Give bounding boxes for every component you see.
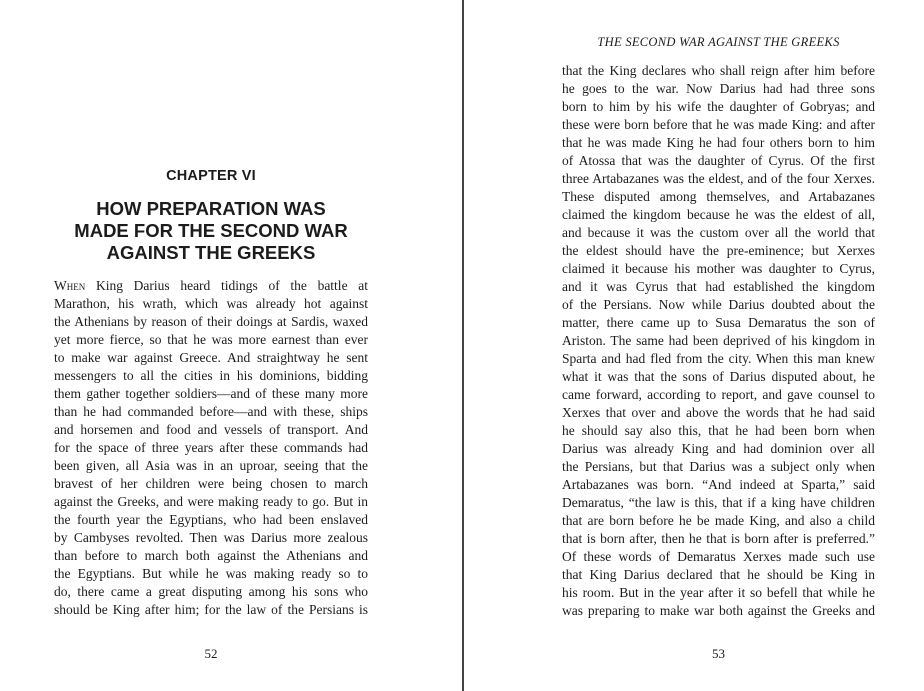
text-line: messengers to all the cities in his dominions, bidding [54,368,368,383]
text-line: for the space of three years after these commands had [54,440,368,455]
chapter-title-line: MADE FOR THE SECOND WAR [74,220,348,241]
text-line: his room. But in the year after it so befell that while he [562,585,875,600]
text-line: should be King after him; for the law of the Persians is [54,602,368,617]
text-line: by Cambyses revolted. Then was Darius more zealous [54,530,368,545]
text-line: came forward, according to report, and gave counsel to [562,387,875,402]
text-line: three Artabazanes was the eldest, and of the four Xerxes. [562,171,875,186]
text-line: Sparta and had fled from the city. When this man knew [562,351,875,366]
text-line: Demaratus, “the law is this, that if a king have children [562,495,875,510]
text-line: the fourth year the Egyptians, who had been enslaved [54,512,368,527]
text-line: than he had commanded before—and with these, ships [54,404,368,419]
text-line: these were born before that he was made King: and after [562,117,875,132]
text-line: what it was that the sons of Darius disputed about, he [562,369,875,384]
text-line: that he was made King he had four others born to him [562,135,875,150]
text-line: against the Greeks, and were making ready to go. But in [54,494,368,509]
text-line: Darius was already King and had dominion over all [562,441,875,456]
text-line: Ariston. The same had been deprived of his kingdom in [562,333,875,348]
left-body-text [54,277,368,619]
text-line: of Atossa that was the daughter of Cyrus. Of the first [562,153,875,168]
text-line: that the King declares who shall reign after him before [562,63,875,78]
text-line: Of these words of Demaratus Xerxes made such use [562,549,875,564]
text-line: to make war against Greece. And straightway he sent [54,350,368,365]
text-line: them gather together soldiers—and of these many more [54,386,368,401]
chapter-number: CHAPTER VI [166,168,256,184]
page-number: 52 [204,646,218,661]
text-line: Artabazanes was born. “And indeed at Sparta,” said [562,477,875,492]
text-line: and it was Cyrus that had established the kingdom [562,279,875,294]
text-line: and horsemen and food and vessels of transport. And [54,422,368,437]
text-line: Xerxes that over and above the words that he had said [562,405,875,420]
left-page [54,0,368,691]
text-line: These disputed among themselves, and Artabazanes [562,189,875,204]
text-line: that King Darius declared that he should be King in [562,567,875,582]
left-lines [54,295,368,619]
first-line-rest: King Darius heard tidings of the battle at [85,278,368,293]
text-line [54,277,368,295]
text-line: been given, all Asia was in an uproar, seeing that the [54,458,368,473]
text-line: he should say also this, that he had been born when [562,423,875,438]
text-line: of the Persians. Now while Darius doubted about the [562,297,875,312]
text-line: the Persians, but that Darius was a subject only when [562,459,875,474]
text-line: that is born after, then he that is born after is preferred.” [562,531,875,546]
right-page [562,0,875,691]
text-line: was preparing to make war both against the Greeks and [562,603,875,618]
text-line: the Athenians by reason of their doings at Sardis, waxed [54,314,368,329]
right-body-text [562,62,875,620]
text-line: yet more fierce, so that he was more earnest than ever [54,332,368,347]
text-line: the eldest should have the pre-eminence; but Xerxes [562,243,875,258]
text-line: claimed the kingdom because he was the eldest of all, [562,207,875,222]
chapter-title [54,198,368,264]
text-line: he goes to the war. Now Darius had had three sons [562,81,875,96]
text-line: the Egyptians. But while he was making ready so to [54,566,368,581]
text-line: do, there came a great disputing among his sons who [54,584,368,599]
text-line: claimed it because his mother was daughter to Cyrus, [562,261,875,276]
text-line: bravest of her children were being chosen to march [54,476,368,491]
text-line: than before to march both against the Athenians and [54,548,368,563]
opening-word: When [54,278,86,293]
text-line: matter, there came up to Susa Demaratus the son of [562,315,875,330]
text-line: and because it was the custom over all the world that [562,225,875,240]
text-line: Marathon, his wrath, which was already hot against [54,296,368,311]
text-line: born to him by his wife the daughter of Gobryas; and [562,99,875,114]
chapter-title-line: HOW PREPARATION WAS [96,198,326,219]
text-line: that are born before he be made King, and also a child [562,513,875,528]
chapter-title-line: AGAINST THE GREEKS [106,242,316,263]
running-head: THE SECOND WAR AGAINST THE GREEKS [597,35,840,49]
page-number: 53 [712,646,725,661]
right-lines [562,62,875,620]
book-spine [462,0,464,691]
